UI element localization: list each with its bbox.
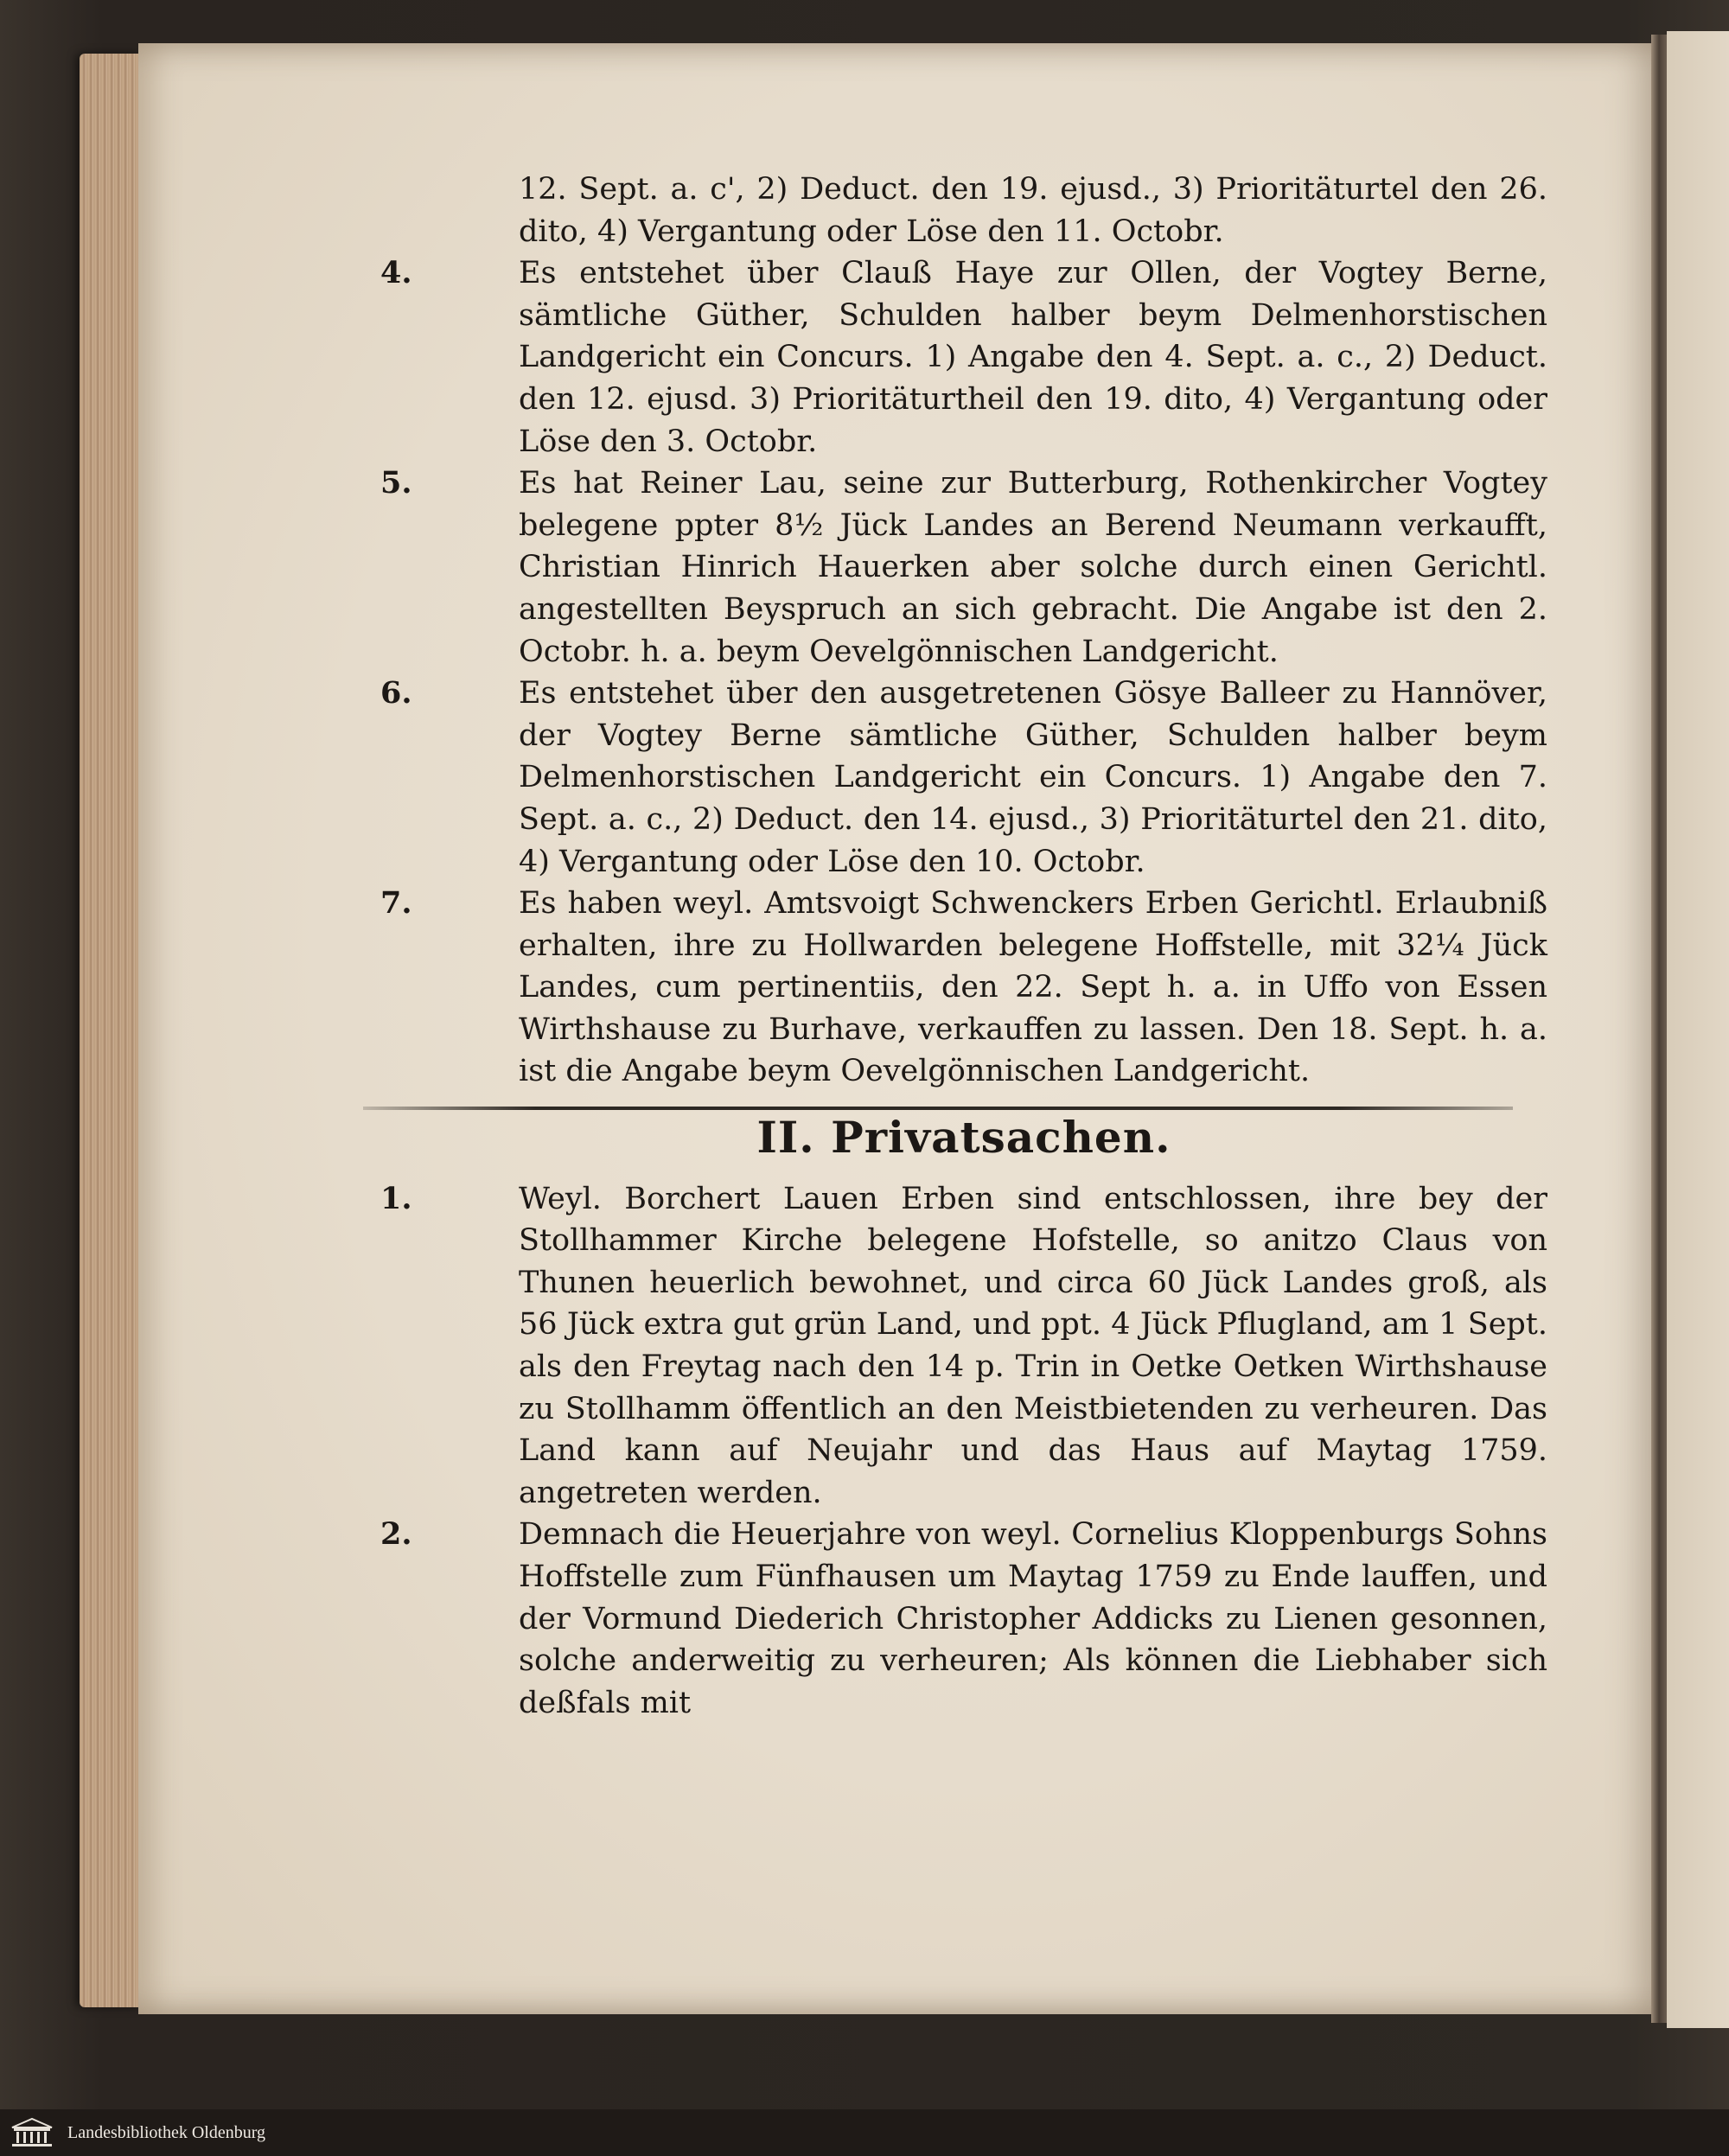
entry-5 <box>380 462 1547 673</box>
entry-number: 2. <box>380 1516 412 1553</box>
entry-number: 1. <box>380 1180 412 1216</box>
facing-page-edge <box>1667 31 1729 2028</box>
book-gutter <box>1651 35 1667 2023</box>
continuation-paragraph: 12. Sept. a. c', 2) Deduct. den 19. ejusd., 3) Prioritäturtel den 26. dito, 4) Vergantung oder Löse den 11. Octobr. <box>519 172 1547 249</box>
entry-text: Weyl. Borchert Lauen Erben sind entschlossen, ihre bey der Stollhammer Kirche belegene Hofstelle, so anitzo Claus von Thunen heuerlich bewohnet, und circa 60 Jück Landes groß, als 56 Jück extra gut grün Land, und ppt. 4 Jück Pflugland, am 1 Sept. als den Freytag nach den 14 p. Trin in Oetke Oetken Wirthshause zu Stollhamm öffentlich an den Meistbietenden zu verheuren. Das Land kann auf Neujahr und das Haus auf Maytag 1759. angetreten werden. <box>519 1181 1547 1510</box>
section-heading: II. Privatsachen. <box>756 1112 1171 1164</box>
entry-number: 5. <box>380 465 412 501</box>
page-stack-edge <box>80 54 142 2007</box>
entry-6 <box>380 673 1547 883</box>
private-entry-2 <box>380 1514 1547 1724</box>
entry-text: Es haben weyl. Amtsvoigt Schwenckers Erben Gerichtl. Erlaubniß erhalten, ihre zu Hollwarden belegene Hoffstelle, mit 32¼ Jück Landes, cum pertinentiis, den 22. Sept h. a. in Uffo von Essen Wirthshause zu Burhave, verkauffen zu lassen. Den 18. Sept. h. a. ist die Angabe beym Oevelgönnischen Landgericht. <box>519 886 1547 1089</box>
library-name: Landesbibliothek Oldenburg <box>67 2122 266 2142</box>
entry-number: 6. <box>380 675 412 711</box>
entry-text: Demnach die Heuerjahre von weyl. Cornelius Kloppenburgs Sohns Hoffstelle zum Fünfhausen um Maytag 1759 zu Ende lauffen, und der Vormund Diederich Christopher Addicks zu Lienen gesonnen, solche anderweitig zu verheuren; Als können die Liebhaber sich deßfals mit <box>519 1517 1547 1720</box>
entry-7 <box>380 883 1547 1093</box>
entry-4 <box>380 252 1547 462</box>
entry-text: Es hat Reiner Lau, seine zur Butterburg, Rothenkircher Vogtey belegene ppter 8½ Jück Landes an Berend Neumann verkaufft, Christian Hinrich Hauerken aber solche durch einen Gerichtl. angestellten Beyspruch an sich gebracht. Die Angabe ist den 2. Octobr. h. a. beym Oevelgönnischen Landgericht. <box>519 466 1547 669</box>
entry-number: 4. <box>380 255 412 291</box>
entry-text: Es entstehet über Clauß Haye zur Ollen, der Vogtey Berne, sämtliche Güther, Schulden halber beym Delmenhorstischen Landgericht ein Concurs. 1) Angabe den 4. Sept. a. c., 2) Deduct. den 12. ejusd. 3) Prioritäturtheil den 19. dito, 4) Vergantung oder Löse den 3. Octobr. <box>519 256 1547 459</box>
footer-bar <box>0 2109 1729 2156</box>
private-entry-1 <box>380 1178 1547 1515</box>
library-building-icon <box>9 2117 55 2148</box>
document-text <box>380 169 1547 1724</box>
entry-text: Es entstehet über den ausgetretenen Gösye Balleer zu Hannöver, der Vogtey Berne sämtliche Güther, Schulden halber beym Delmenhorstischen Landgericht ein Concurs. 1) Angabe den 7. Sept. a. c., 2) Deduct. den 14. ejusd., 3) Prioritäturtel den 21. dito, 4) Vergantung oder Löse den 10. Octobr. <box>519 676 1547 879</box>
entry-number: 7. <box>380 885 412 922</box>
section-divider <box>363 1107 1513 1110</box>
